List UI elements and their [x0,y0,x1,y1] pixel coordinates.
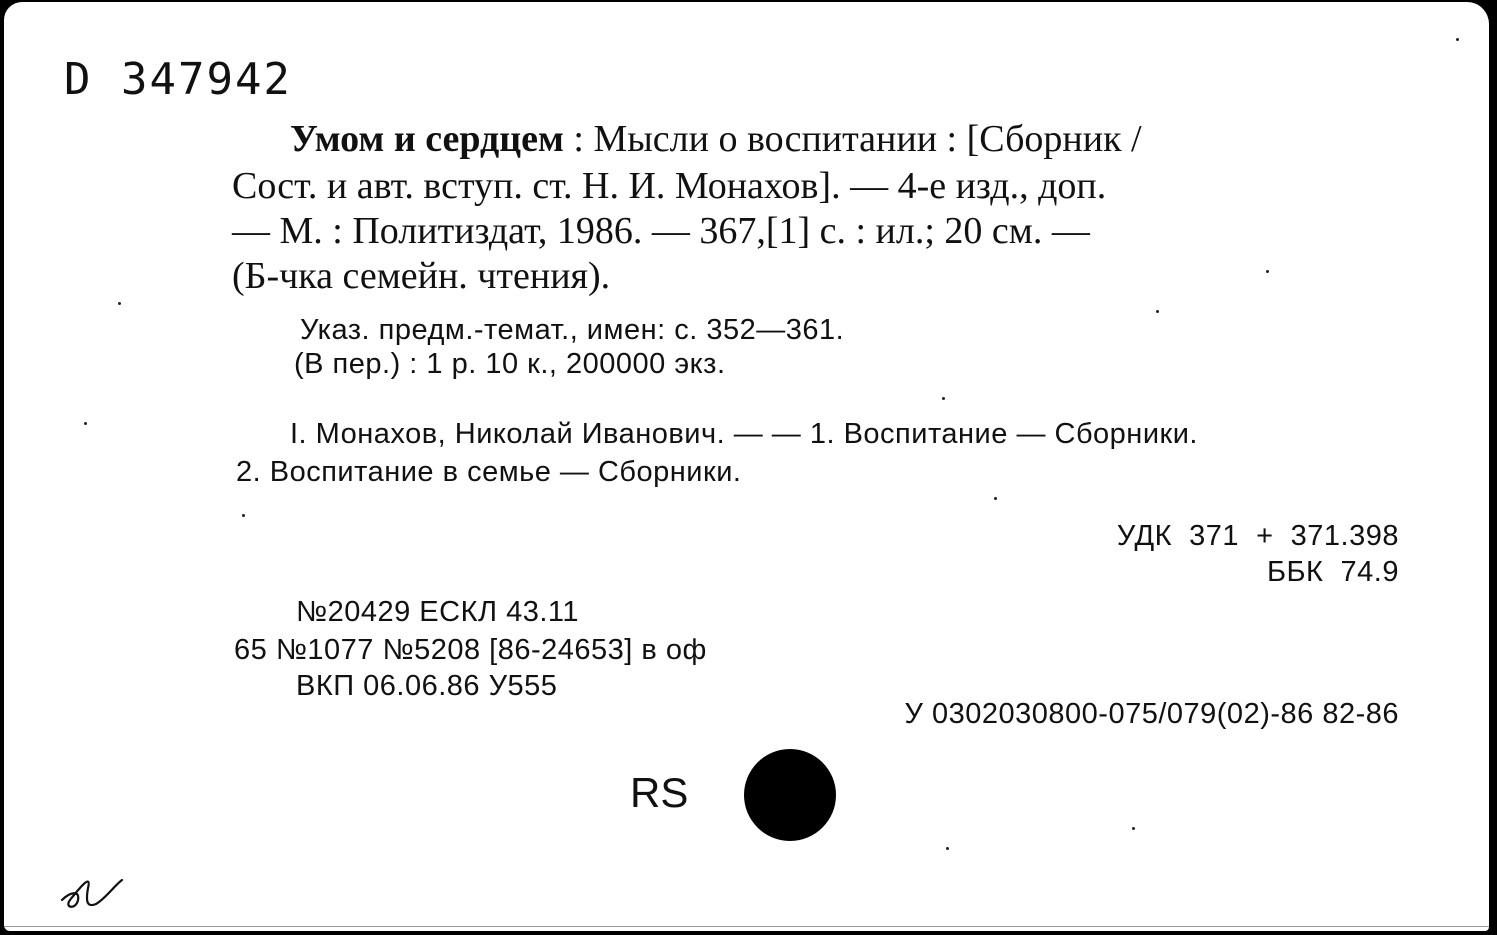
ref-line-1: №20429 ЕСКЛ 43.11 [296,596,579,628]
speck [994,497,997,500]
subject-heading-1: I. Монахов, Николай Иванович. — — 1. Воспитание — Сборники. [290,418,1198,450]
speck [946,847,949,850]
card-bottom-edge [4,926,1489,927]
speck [118,302,121,305]
title-line [290,120,1142,158]
stamp-rs: RS [630,769,689,816]
filled-circle-mark [744,749,836,841]
ref-line-3: ВКП 06.06.86 У555 [296,670,558,702]
note-price: (В пер.) : 1 р. 10 к., 200000 экз. [294,348,726,380]
handwritten-mark [56,864,136,924]
subject-heading-2: 2. Воспитание в семье — Сборники. [236,456,742,488]
title-rest: : Мысли о воспитании : [Сборник / [563,118,1142,160]
speck [84,422,87,425]
index-line: У 0302030800-075/079(02)-86 82-86 [904,698,1399,730]
description-line-4: (Б-чка семейн. чтения). [232,255,611,297]
speck [1266,270,1269,273]
bbk-code: ББК 74.9 [1266,556,1399,588]
udk-code: УДК 371 + 371.398 [1116,520,1399,552]
speck [1156,310,1159,313]
speck [942,397,945,400]
card-code: D 347942 [64,54,292,105]
description-line-3: — М. : Политиздат, 1986. — 367,[1] с. : ил.; 20 см. — [232,210,1090,252]
note-index: Указ. предм.-темат., имен: с. 352—361. [300,314,845,346]
ref-line-2: 65 №1077 №5208 [86-24653] в оф [234,634,707,666]
description-line-2: Сост. и авт. вступ. ст. Н. И. Монахов]. — 4-е изд., доп. [232,165,1107,207]
speck [1456,38,1459,41]
catalog-card [4,2,1489,931]
speck [1132,827,1135,830]
speck [242,514,245,517]
title-bold: Умом и сердцем [290,118,564,160]
